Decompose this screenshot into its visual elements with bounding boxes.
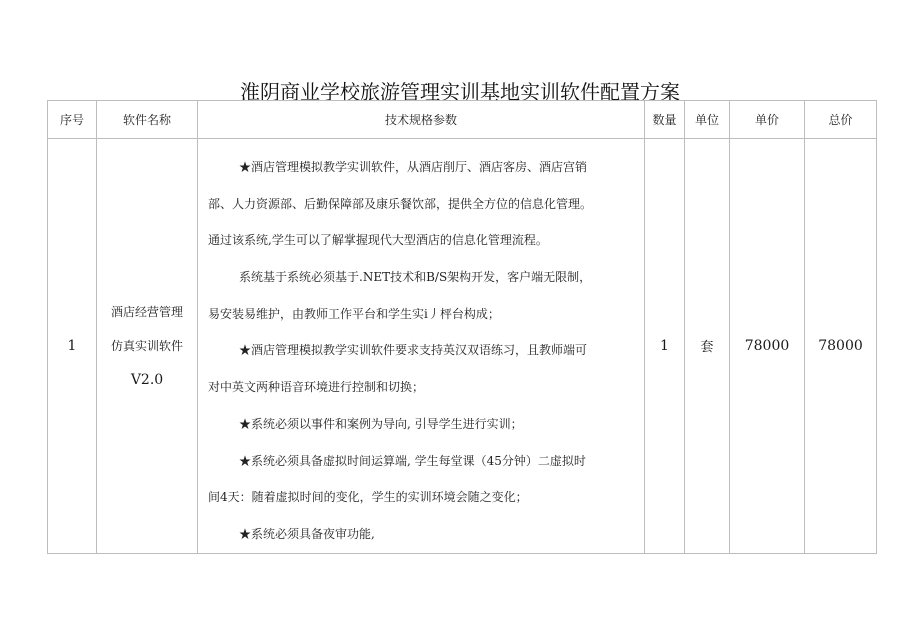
spec-line: ★系统必须以事件和案例为导向, 引导学生进行实训；: [239, 416, 523, 431]
header-spec: 技术规格参数: [198, 101, 645, 139]
header-unit: 单位: [685, 101, 730, 139]
cell-qty: 1: [645, 139, 685, 554]
config-table: [47, 100, 877, 554]
spec-line: 系统基于系统必须基于.NET技术和B/S架构开发，客户端无限制，: [239, 270, 592, 285]
cell-unit: 套: [685, 139, 730, 554]
spec-line: 易安装易维护，由教师工作平台和学生实i丿枰台构成；: [208, 306, 500, 321]
spec-line: ★酒店管理模拟教学实训软件要求支持英汉双语练习，且教师端可: [239, 343, 588, 358]
header-seq: 序号: [48, 101, 97, 139]
header-software-name: 软件名称: [97, 101, 198, 139]
table-header-row: [48, 101, 877, 139]
spec-line: 对中英文两种语音环境进行控制和切换；: [208, 380, 425, 395]
spec-line: 通过该系统,学生可以了解掌握现代大型酒店的信息化管理流程。: [208, 233, 548, 248]
header-unit-price: 单价: [730, 101, 805, 139]
software-version: V2.0: [130, 371, 164, 388]
cell-spec: [198, 139, 645, 554]
spec-line: ★酒店管理模拟教学实训软件，从酒店削厅、酒店客房、酒店宫销: [239, 160, 588, 174]
spec-line: ★系统必须具备夜审功能,: [239, 526, 375, 541]
spec-line: 间4天：随着虚拟时间的变化，学生的实训环境会随之变化；: [208, 490, 528, 505]
header-qty: 数量: [645, 101, 685, 139]
software-name-line: 酒店经营管理: [110, 304, 183, 319]
cell-total-price: 78000: [805, 139, 877, 554]
cell-seq: 1: [48, 139, 97, 554]
software-name-line: 仿真实训软件: [110, 338, 183, 353]
cell-software-name: [97, 139, 198, 554]
spec-line: 部、人力资源部、后勤保障部及康乐餐饮部，提供全方位的信息化管理。: [208, 196, 593, 211]
cell-unit-price: 78000: [730, 139, 805, 554]
spec-line: ★系统必须具备虚拟时间运算端, 学生每堂课（45分钟）二虚拟时: [239, 453, 586, 468]
page-title: 淮阴商业学校旅游管理实训基地实训软件配置方案: [240, 80, 680, 104]
table-row: [48, 139, 877, 554]
header-total-price: 总价: [805, 101, 877, 139]
